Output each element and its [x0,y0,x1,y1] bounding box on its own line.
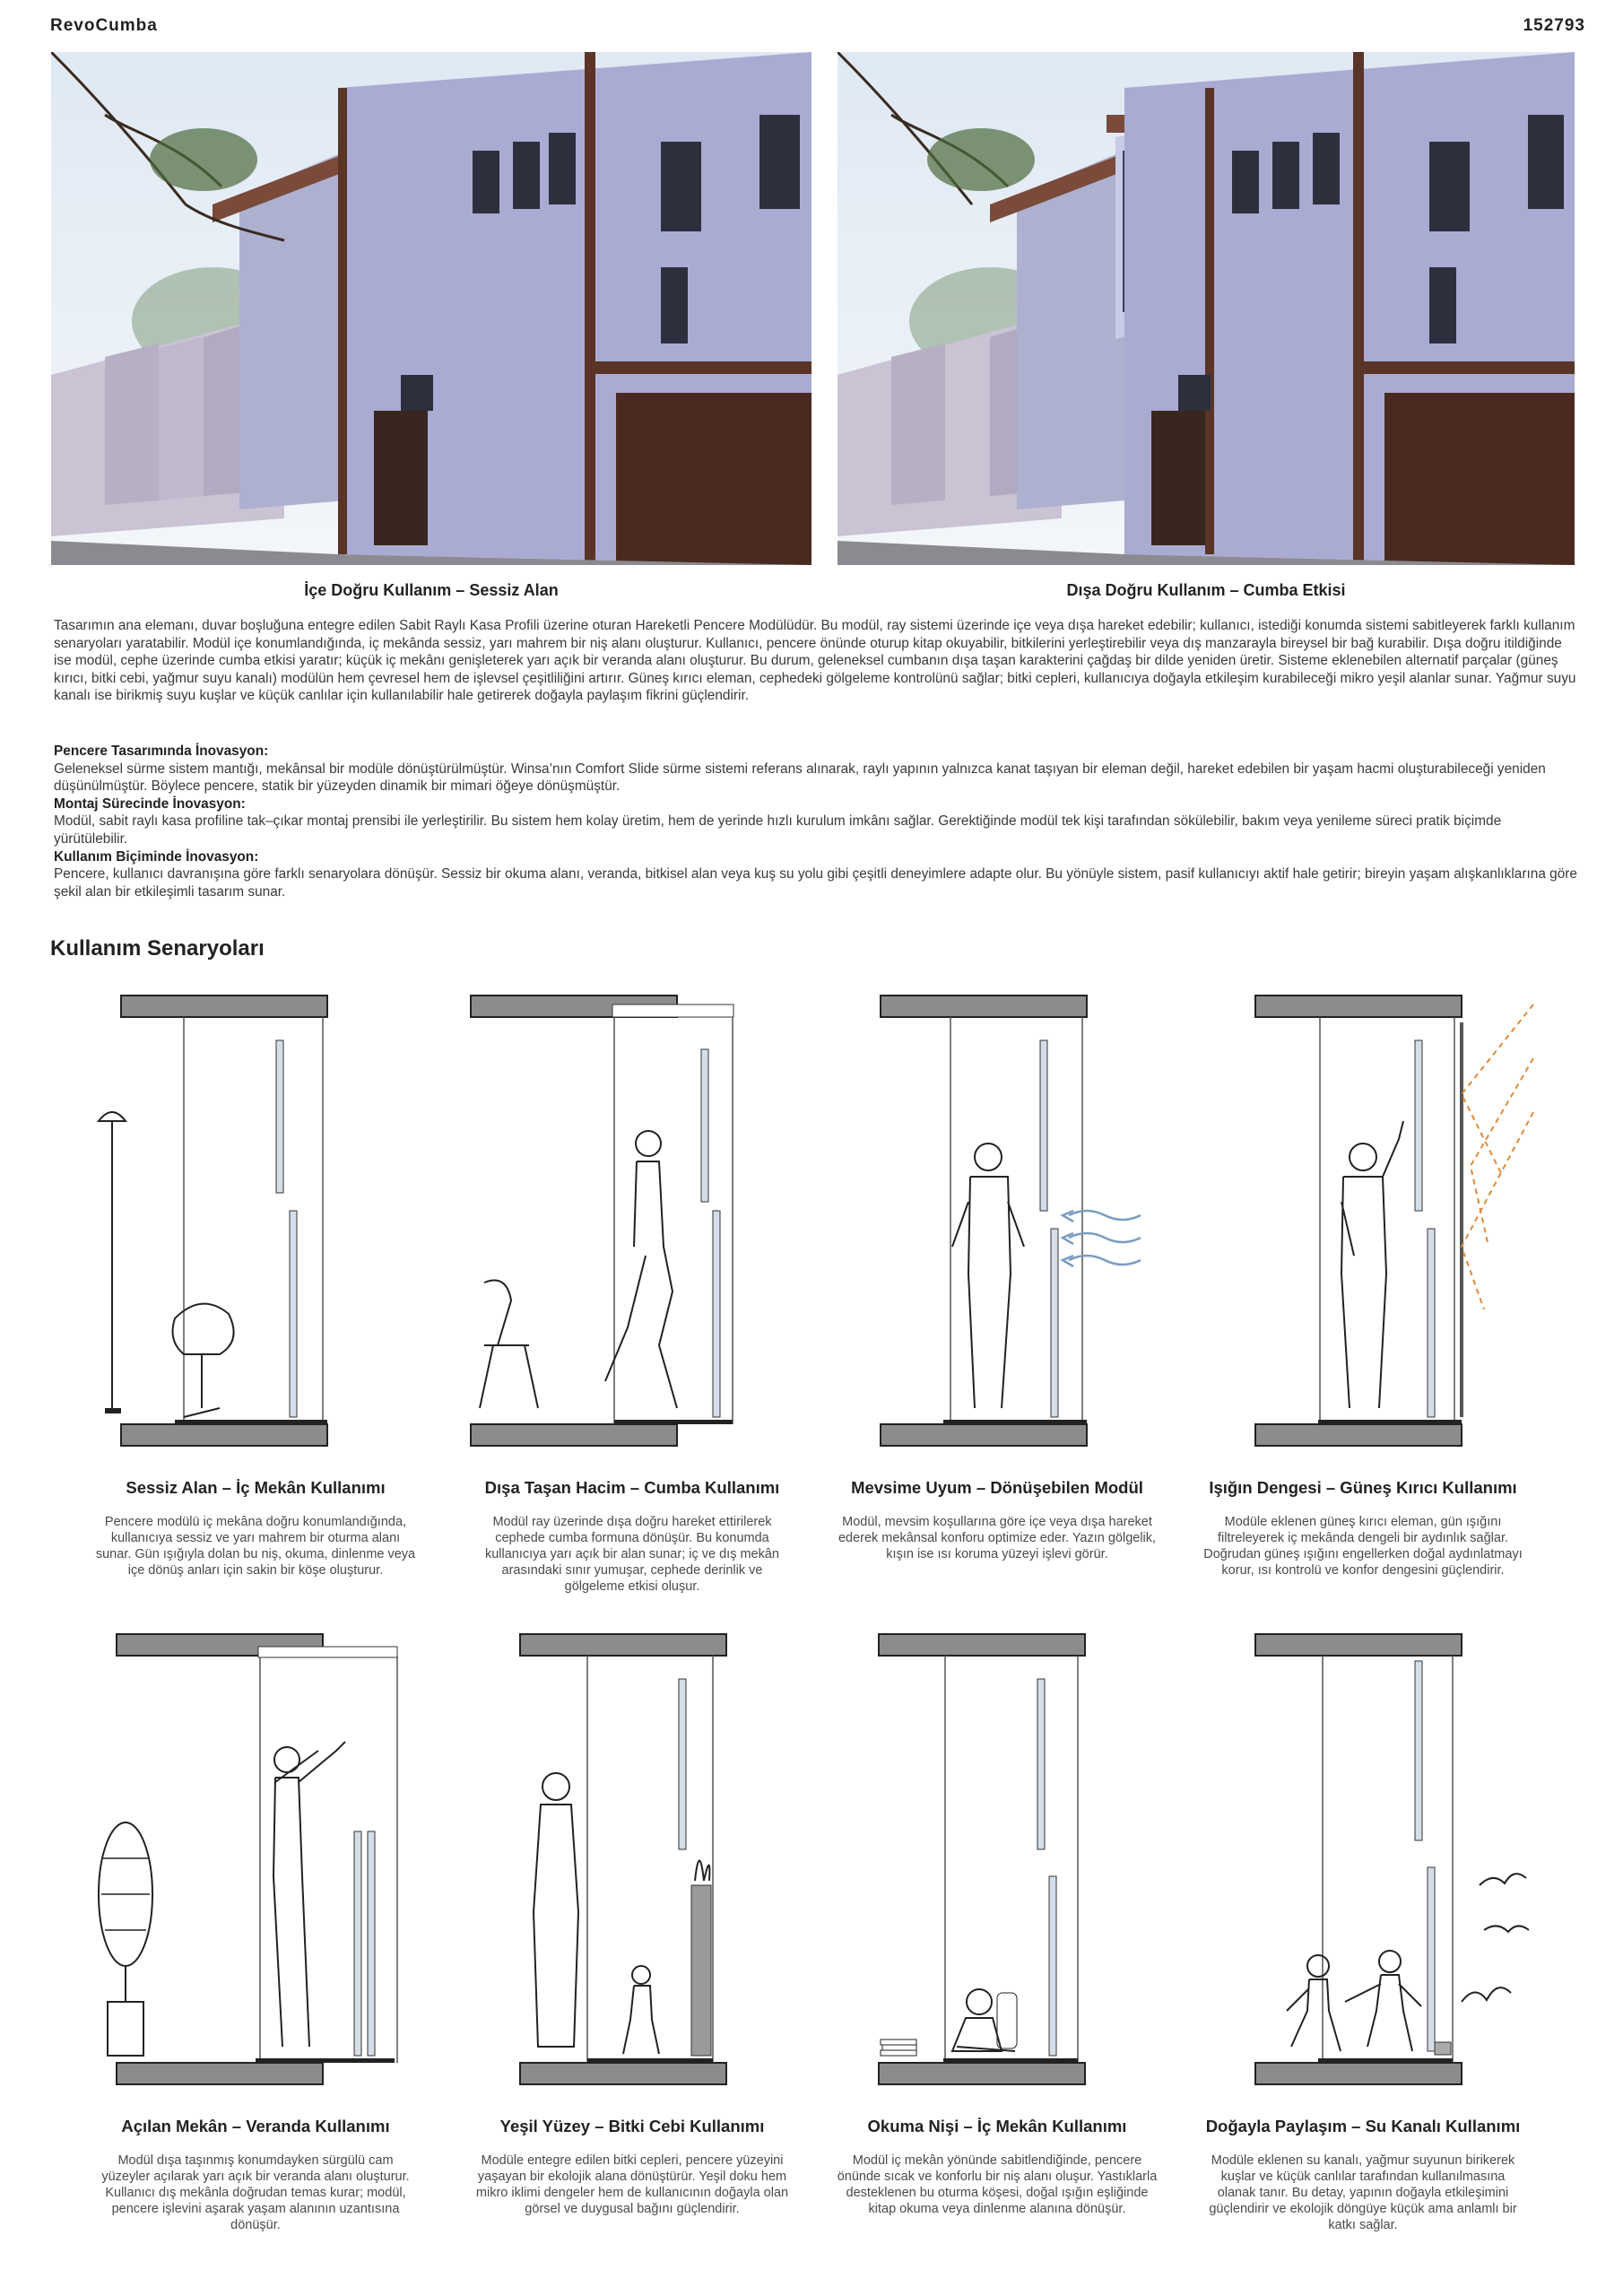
scenario-title: Okuma Nişi – İç Mekân Kullanımı [867,2117,1127,2135]
scenario-title: Işığın Dengesi – Güneş Kırıcı Kullanımı [1209,1478,1517,1497]
scenario-plant-pocket [444,1625,820,2271]
scenario-veranda-drawing [67,1625,444,2092]
scenario-title: Doğayla Paylaşım – Su Kanalı Kullanımı [1205,2117,1521,2135]
section-heading-window-design: Pencere Tasarımında İnovasyon: [54,744,269,759]
scenario-water-channel-drawing [1175,1625,1551,2092]
innovation-sections [54,743,1578,900]
scenario-desc: Modüle entegre edilen bitki cepleri, pencere yüzeyini yaşayan bir ekolojik alana dönüştürür. Yeşil doku hem mikro iklimi dengeler hem de kullanıcının doğayla olan görsel ve duygusal bağını güçlendirir. [475,2153,789,2216]
scenario-projecting-volume [444,987,820,1632]
project-name: RevoCumba [50,16,158,35]
scenario-desc: Modüle eklenen su kanalı, yağmur suyunun birikerek kuşlar ve küçük canlılar tarafından kullanılmasına olanak tanır. Bu detay, yapının doğayla etkileşimini güçlendirir ve ekolojik döngüye küçük ama anlamlı bir katkı sağlar. [1209,2153,1517,2232]
scenario-sun-breaker [1175,987,1551,1632]
scenario-reading-nook-drawing [809,1625,1185,2092]
section-text-assembly: Modül, sabit raylı kasa profiline tak–çıkar montaj prensibi ile yerleştirilir. Bu sistem hem kolay üretim, hem de yerinde hızlı kurulum imkânı sağlar. Gerektiğinde modül tek kişi tarafından sökülebilir, bakım veya yenileme süreci pratik biçimde yürütülebilir. [54,813,1502,847]
scenario-quiet-space-drawing [67,987,444,1453]
section-text-window-design: Geleneksel sürme sistem mantığı, mekânsal bir modüle dönüştürülmüştür. Winsa’nın Comfort Slide sürme sistemi referans alınarak, raylı yapının yalnızca kanat taşıyan bir eleman değil, hareket edebilen bir yaşam hacmi oluşturabileceği yeniden düşünülmüştür. Böylece pencere, statik bir yüzeyden dinamik bir mimari öğeye dönüşmüştür. [54,761,1546,795]
section-heading-assembly: Montaj Sürecinde İnovasyon: [54,796,246,812]
scenario-sun-breaker-drawing [1175,987,1551,1453]
scenario-desc: Modül iç mekân yönünde sabitlendiğinde, pencere önünde sıcak ve konforlu bir niş alanı oluşur. Yastıklarla desteklenen bu oturma köşesi, doğal ışığın eşliğinde kitap okuma veya dinlenme alanına dönüşür. [837,2153,1158,2216]
scenario-desc: Pencere modülü iç mekâna doğru konumlandığında, kullanıcıya sessiz ve yarı mahrem bir oturma alanı sunar. Gün ışığıyla dolan bu niş, okuma, dinlenme veya içe dönüş anları için sakin bir köşe oluşturur. [95,1515,416,1578]
scenario-title: Sessiz Alan – İç Mekân Kullanımı [126,1478,386,1497]
scenario-desc: Modüle eklenen güneş kırıcı eleman, gün ışığını filtreleyerek iç mekânda dengeli bir aydınlık sağlar. Doğrudan güneş ışığını engellerken doğal aydınlatmayı korur, ısı kontrolü ve konfor dengesini güçlendirir. [1203,1515,1523,1578]
scenario-title: Yeşil Yüzey – Bitki Cebi Kullanımı [499,2117,765,2135]
scenario-desc: Modül dışa taşınmış konumdayken sürgülü cam yüzeyler açılarak yarı açık bir veranda alanı oluşturur. Kullanıcı dış mekânla doğrudan temas kurar; modül, pencere işlevini aşarak yaşam alanının uzantısına dönüşür. [101,2153,410,2232]
scenario-quiet-space [67,987,444,1632]
section-heading-usage: Kullanım Biçiminde İnovasyon: [54,848,259,865]
scenario-title: Açılan Mekân – Veranda Kullanımı [121,2117,390,2135]
render-inward [51,52,812,565]
scenario-seasonal-drawing [809,987,1185,1453]
scenario-desc: Modül ray üzerinde dışa doğru hareket ettirilerek cephede cumba formuna dönüşür. Bu konumda kullanıcıya yarı açık bir alan sunar; iç ve dış mekân arasındaki sınır yumuşar, cephede derinlik ve gölgeleme etkisi oluşur. [484,1515,779,1594]
scenario-veranda [67,1625,444,2271]
scenario-reading-nook [809,1625,1185,2271]
render-outward-caption: Dışa Doğru Kullanım – Cumba Etkisi [1066,581,1346,599]
scenarios-title: Kullanım Senaryoları [50,936,265,961]
intro-paragraph: Tasarımın ana elemanı, duvar boşluğuna entegre edilen Sabit Raylı Kasa Profili üzerine oturan Hareketli Pencere Modülüdür. Bu modül, ray sistemi üzerinde içe veya dışa hareket edebilir; kullanıcı, istediği konumda sistemi sabitleyerek farklı kullanım senaryoları yaratabilir. Modül içe konumlandığında, iç mekânda sessiz, yarı mahrem bir niş alanı oluşturur. Kullanıcı, pencere önünde oturup kitap okuyabilir, bitkilerini yerleştirebilir veya dış manzarayla bireysel bir bağ kurabilir. Dışa doğru itildiğinde ise modül, cephe üzerinde cumba etkisi yaratır; küçük iç mekânı genişleterek yarı açık bir veranda alanı oluşturur. Bu durum, geleneksel cumbanın dışa taşan karakterini çağdaş bir dilde yeniden üretir. Sisteme eklenebilen alternatif parçalar (güneş kırıcı, bitki cebi, yağmur suyu kanalı) modülün hem çevresel hem de işlevsel çeşitliliğini artırır. Güneş kırıcı eleman, cephedeki gölgeleme kontrolünü sağlar; bitki cepleri, kullanıcıya doğayla etkileşim kurabileceği mikro yeşil alanlar sunar. Yağmur suyu kanalı ise birikmiş suyu kuşlar ve küçük canlılar için kullanılabilir hale getirerek doğayla paylaşım fikrini güçlendirir. [54,618,1576,704]
scenario-water-channel [1175,1625,1551,2271]
scenario-title: Dışa Taşan Hacim – Cumba Kullanımı [484,1478,780,1497]
scenario-plant-pocket-drawing [444,1625,820,2092]
scenario-desc: Modül, mevsim koşullarına göre içe veya dışa hareket ederek mekânsal konforu optimize eder. Yazın gölgelik, kışın ise ısı koruma yüzeyi işlevi görür. [838,1515,1157,1561]
render-outward [838,52,1575,565]
render-inward-caption: İçe Doğru Kullanım – Sessiz Alan [304,581,559,599]
scenario-seasonal [809,987,1185,1632]
section-text-usage: Pencere, kullanıcı davranışına göre farklı senaryolara dönüşür. Sessiz bir okuma alanı, veranda, bitkisel alan veya kuş su yolu gibi çeşitli deneyimlere adapte olur. Bu yönüyle sistem, pasif kullanıcıyı aktif hale getirir; bireyin yaşam alışkanlıklarına göre şekil alan bir etkileşimli tasarım sunar. [54,866,1577,900]
scenario-title: Mevsime Uyum – Dönüşebilen Modül [851,1478,1143,1497]
scenario-projecting-volume-drawing [444,987,820,1453]
project-number: 152793 [1523,16,1585,35]
